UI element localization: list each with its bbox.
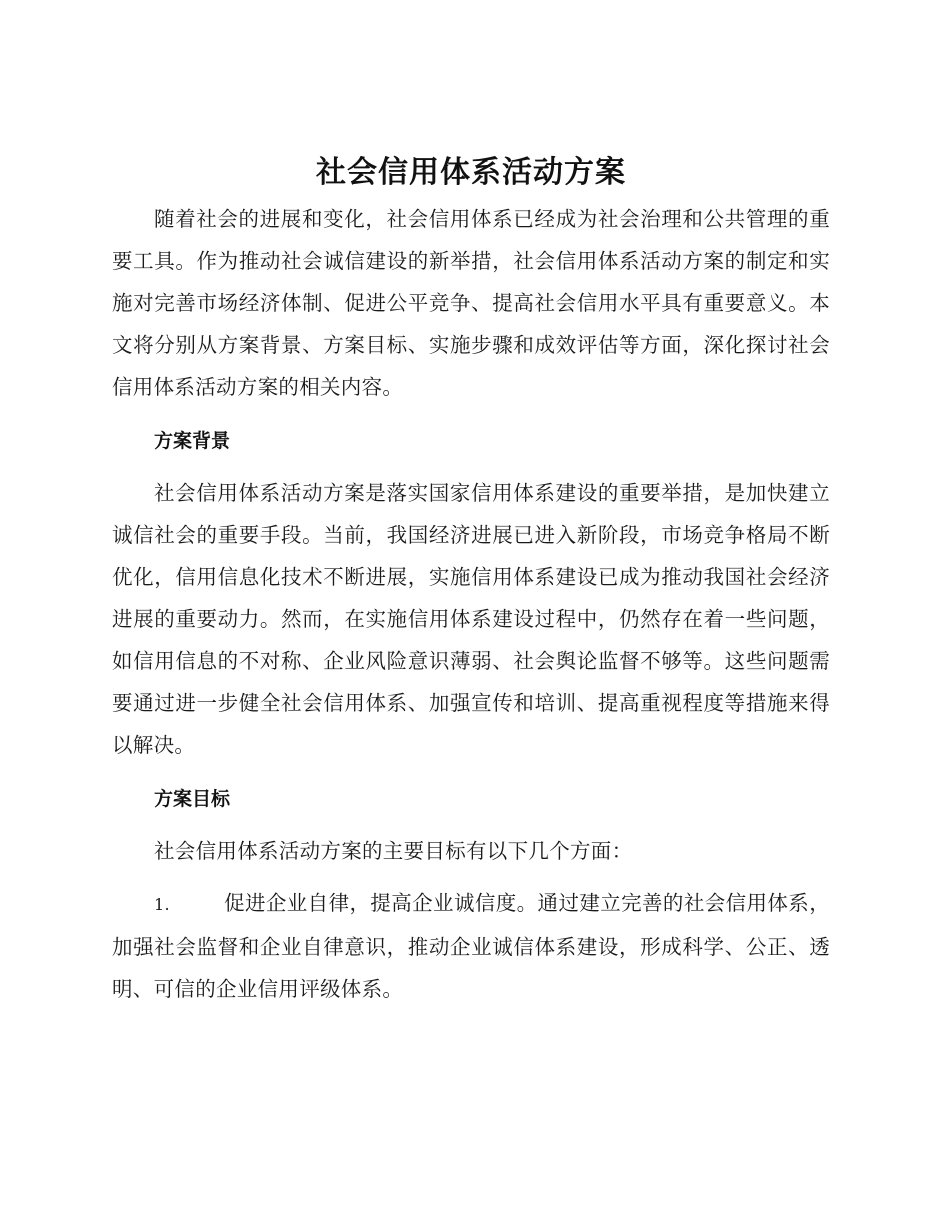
section-heading-background: 方案背景 [154,430,231,452]
document-page [112,148,830,1010]
spacer [112,462,830,472]
spacer [112,766,830,778]
spacer [112,820,830,830]
list-item-text: 促进企业自律，提高企业诚信度。通过建立完善的社会信用体系，加强社会监督和企业自律意识，推动企业诚信体系建设，形成科学、公正、透明、可信的企业信用评级体系。 [112,891,830,1001]
background-paragraph: 社会信用体系活动方案是落实国家信用体系建设的重要举措，是加快建立诚信社会的重要手段。当前，我国经济进展已进入新阶段，市场竞争格局不断优化，信用信息化技术不断进展，实施信用体系建设已成为推动我国社会经济进展的重要动力。然而，在实施信用体系建设过程中，仍然存在着一些问题，如信用信息的不对称、企业风险意识薄弱、社会舆论监督不够等。这些问题需要通过进一步健全社会信用体系、加强宣传和培训、提高重视程度等措施来得以解决。 [112,481,830,757]
section-heading-goals: 方案目标 [154,788,231,810]
document-title: 社会信用体系活动方案 [316,155,626,190]
list-item [112,882,830,1010]
intro-paragraph: 随着社会的进展和变化，社会信用体系已经成为社会治理和公共管理的重要工具。作为推动社会诚信建设的新举措，社会信用体系活动方案的制定和实施对完善市场经济体制、促进公平竞争、提高社会信用水平具有重要意义。本文将分别从方案背景、方案目标、实施步骤和成效评估等方面，深化探讨社会信用体系活动方案的相关内容。 [112,207,830,399]
list-item-number: 1. [154,895,170,914]
goals-intro-paragraph: 社会信用体系活动方案的主要目标有以下几个方面： [154,839,633,863]
spacer [112,872,830,882]
spacer [112,408,830,420]
